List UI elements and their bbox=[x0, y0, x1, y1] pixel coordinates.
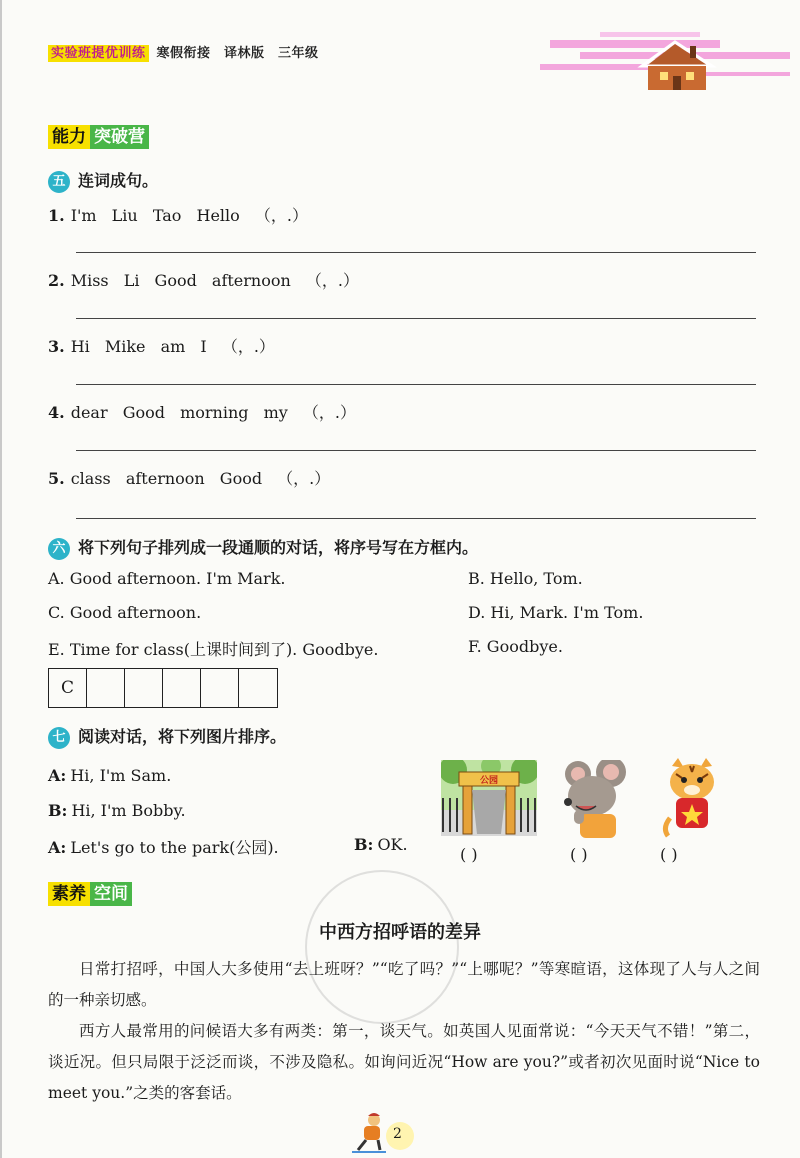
answer-box-2[interactable] bbox=[87, 669, 125, 707]
q7-title: 阅读对话，将下列图片排序。 bbox=[78, 727, 287, 746]
q5-item-5 bbox=[48, 466, 330, 489]
section-literacy-label-highlight: 空间 bbox=[90, 882, 132, 906]
q6-title: 将下列句子排列成一段通顺的对话，将序号写在方框内。 bbox=[78, 538, 479, 557]
article-paragraph-2: 西方人最常用的问候语大多有两类：第一，谈天气。如英国人见面常说：“今天天气不错！”第二，谈近况。但只局限于泛泛而谈，不涉及隐私。如询问近况“How are you?”或者初次见面时说“Nice to meet you.”之类的客套话。 bbox=[48, 1022, 760, 1102]
q5-item-number: 3. bbox=[48, 337, 65, 356]
q5-item-text: dear Good morning my （，.） bbox=[70, 403, 356, 422]
q6-answer-boxes bbox=[48, 668, 278, 708]
q5-title: 连词成句。 bbox=[78, 171, 159, 190]
page-number: 2 bbox=[393, 1126, 402, 1142]
q5-item-3 bbox=[48, 334, 275, 357]
q6-option-d: D. Hi, Mark. I'm Tom. bbox=[468, 603, 644, 622]
answer-box-5[interactable] bbox=[201, 669, 239, 707]
dialog-line-2 bbox=[48, 801, 186, 820]
dialog-text: Let's go to the park(公园). bbox=[70, 838, 279, 857]
header-brand: 实验班提优训练 bbox=[48, 45, 149, 62]
q6-option-e: E. Time for class(上课时间到了). Goodbye. bbox=[48, 640, 379, 659]
q5-item-text: Miss Li Good afternoon （，.） bbox=[70, 271, 359, 290]
dialog-reply bbox=[354, 835, 408, 854]
q6-option-a: A. Good afternoon. I'm Mark. bbox=[48, 569, 286, 588]
q5-heading bbox=[48, 168, 158, 193]
answer-box-4[interactable] bbox=[163, 669, 201, 707]
park-sign-text: 公园 bbox=[479, 776, 499, 786]
dialog-text: OK. bbox=[377, 835, 408, 854]
q5-item-text: I'm Liu Tao Hello （，.） bbox=[70, 206, 308, 225]
header-title bbox=[48, 42, 319, 61]
answer-line[interactable] bbox=[76, 450, 756, 451]
q5-item-1 bbox=[48, 203, 308, 226]
answer-line[interactable] bbox=[76, 252, 756, 253]
q5-item-2 bbox=[48, 268, 359, 291]
section-ability-label: 能力 bbox=[48, 125, 90, 149]
dialog-speaker: B: bbox=[354, 835, 374, 854]
dialog-speaker: B: bbox=[48, 801, 68, 820]
picture-order-blank-2[interactable]: ( ) bbox=[570, 845, 588, 864]
q6-number-badge: 六 bbox=[48, 538, 70, 560]
q7-heading bbox=[48, 724, 286, 749]
q5-item-number: 4. bbox=[48, 403, 65, 422]
answer-box-1[interactable]: C bbox=[49, 669, 87, 707]
section-literacy-label: 素养 bbox=[48, 882, 90, 906]
q5-number-badge: 五 bbox=[48, 171, 70, 193]
q5-item-number: 5. bbox=[48, 469, 65, 488]
tiger-character-picture bbox=[660, 758, 724, 840]
q6-heading bbox=[48, 535, 478, 560]
q6-option-f: F. Goodbye. bbox=[468, 637, 563, 656]
answer-line[interactable] bbox=[76, 384, 756, 385]
skater-icon bbox=[350, 1112, 390, 1154]
section-ability-badge bbox=[48, 122, 149, 147]
header-house-illustration bbox=[540, 22, 800, 92]
answer-box-6[interactable] bbox=[239, 669, 277, 707]
q5-item-text: Hi Mike am I （，.） bbox=[70, 337, 275, 356]
article-paragraph-1: 日常打招呼，中国人大多使用“去上班呀？”“吃了吗？”“上哪呢？”等寒暄语，这体现了人与人之间的一种亲切感。 bbox=[48, 960, 760, 1009]
q5-item-number: 1. bbox=[48, 206, 65, 225]
q7-number-badge: 七 bbox=[48, 727, 70, 749]
article-title: 中西方招呼语的差异 bbox=[319, 922, 481, 943]
q6-option-c: C. Good afternoon. bbox=[48, 603, 202, 622]
park-gate-picture bbox=[441, 760, 537, 836]
dialog-line-1 bbox=[48, 766, 171, 785]
answer-box-3[interactable] bbox=[125, 669, 163, 707]
section-literacy-badge bbox=[48, 879, 132, 904]
dialog-text: Hi, I'm Bobby. bbox=[71, 801, 186, 820]
q5-item-text: class afternoon Good （，.） bbox=[70, 469, 331, 488]
dialog-line-3 bbox=[48, 835, 279, 858]
q6-option-b: B. Hello, Tom. bbox=[468, 569, 583, 588]
dialog-text: Hi, I'm Sam. bbox=[70, 766, 172, 785]
dialog-speaker: A: bbox=[48, 766, 67, 785]
answer-line[interactable] bbox=[76, 518, 756, 519]
mouse-character-picture bbox=[556, 760, 636, 840]
section-ability-label-highlight: 突破营 bbox=[90, 125, 149, 149]
q5-item-4 bbox=[48, 400, 356, 423]
answer-line[interactable] bbox=[76, 318, 756, 319]
picture-order-blank-1[interactable]: ( ) bbox=[460, 845, 478, 864]
picture-order-blank-3[interactable]: ( ) bbox=[660, 845, 678, 864]
dialog-speaker: A: bbox=[48, 838, 67, 857]
q5-item-number: 2. bbox=[48, 271, 65, 290]
header-subtitle: 寒假衔接 译林版 三年级 bbox=[156, 46, 319, 61]
